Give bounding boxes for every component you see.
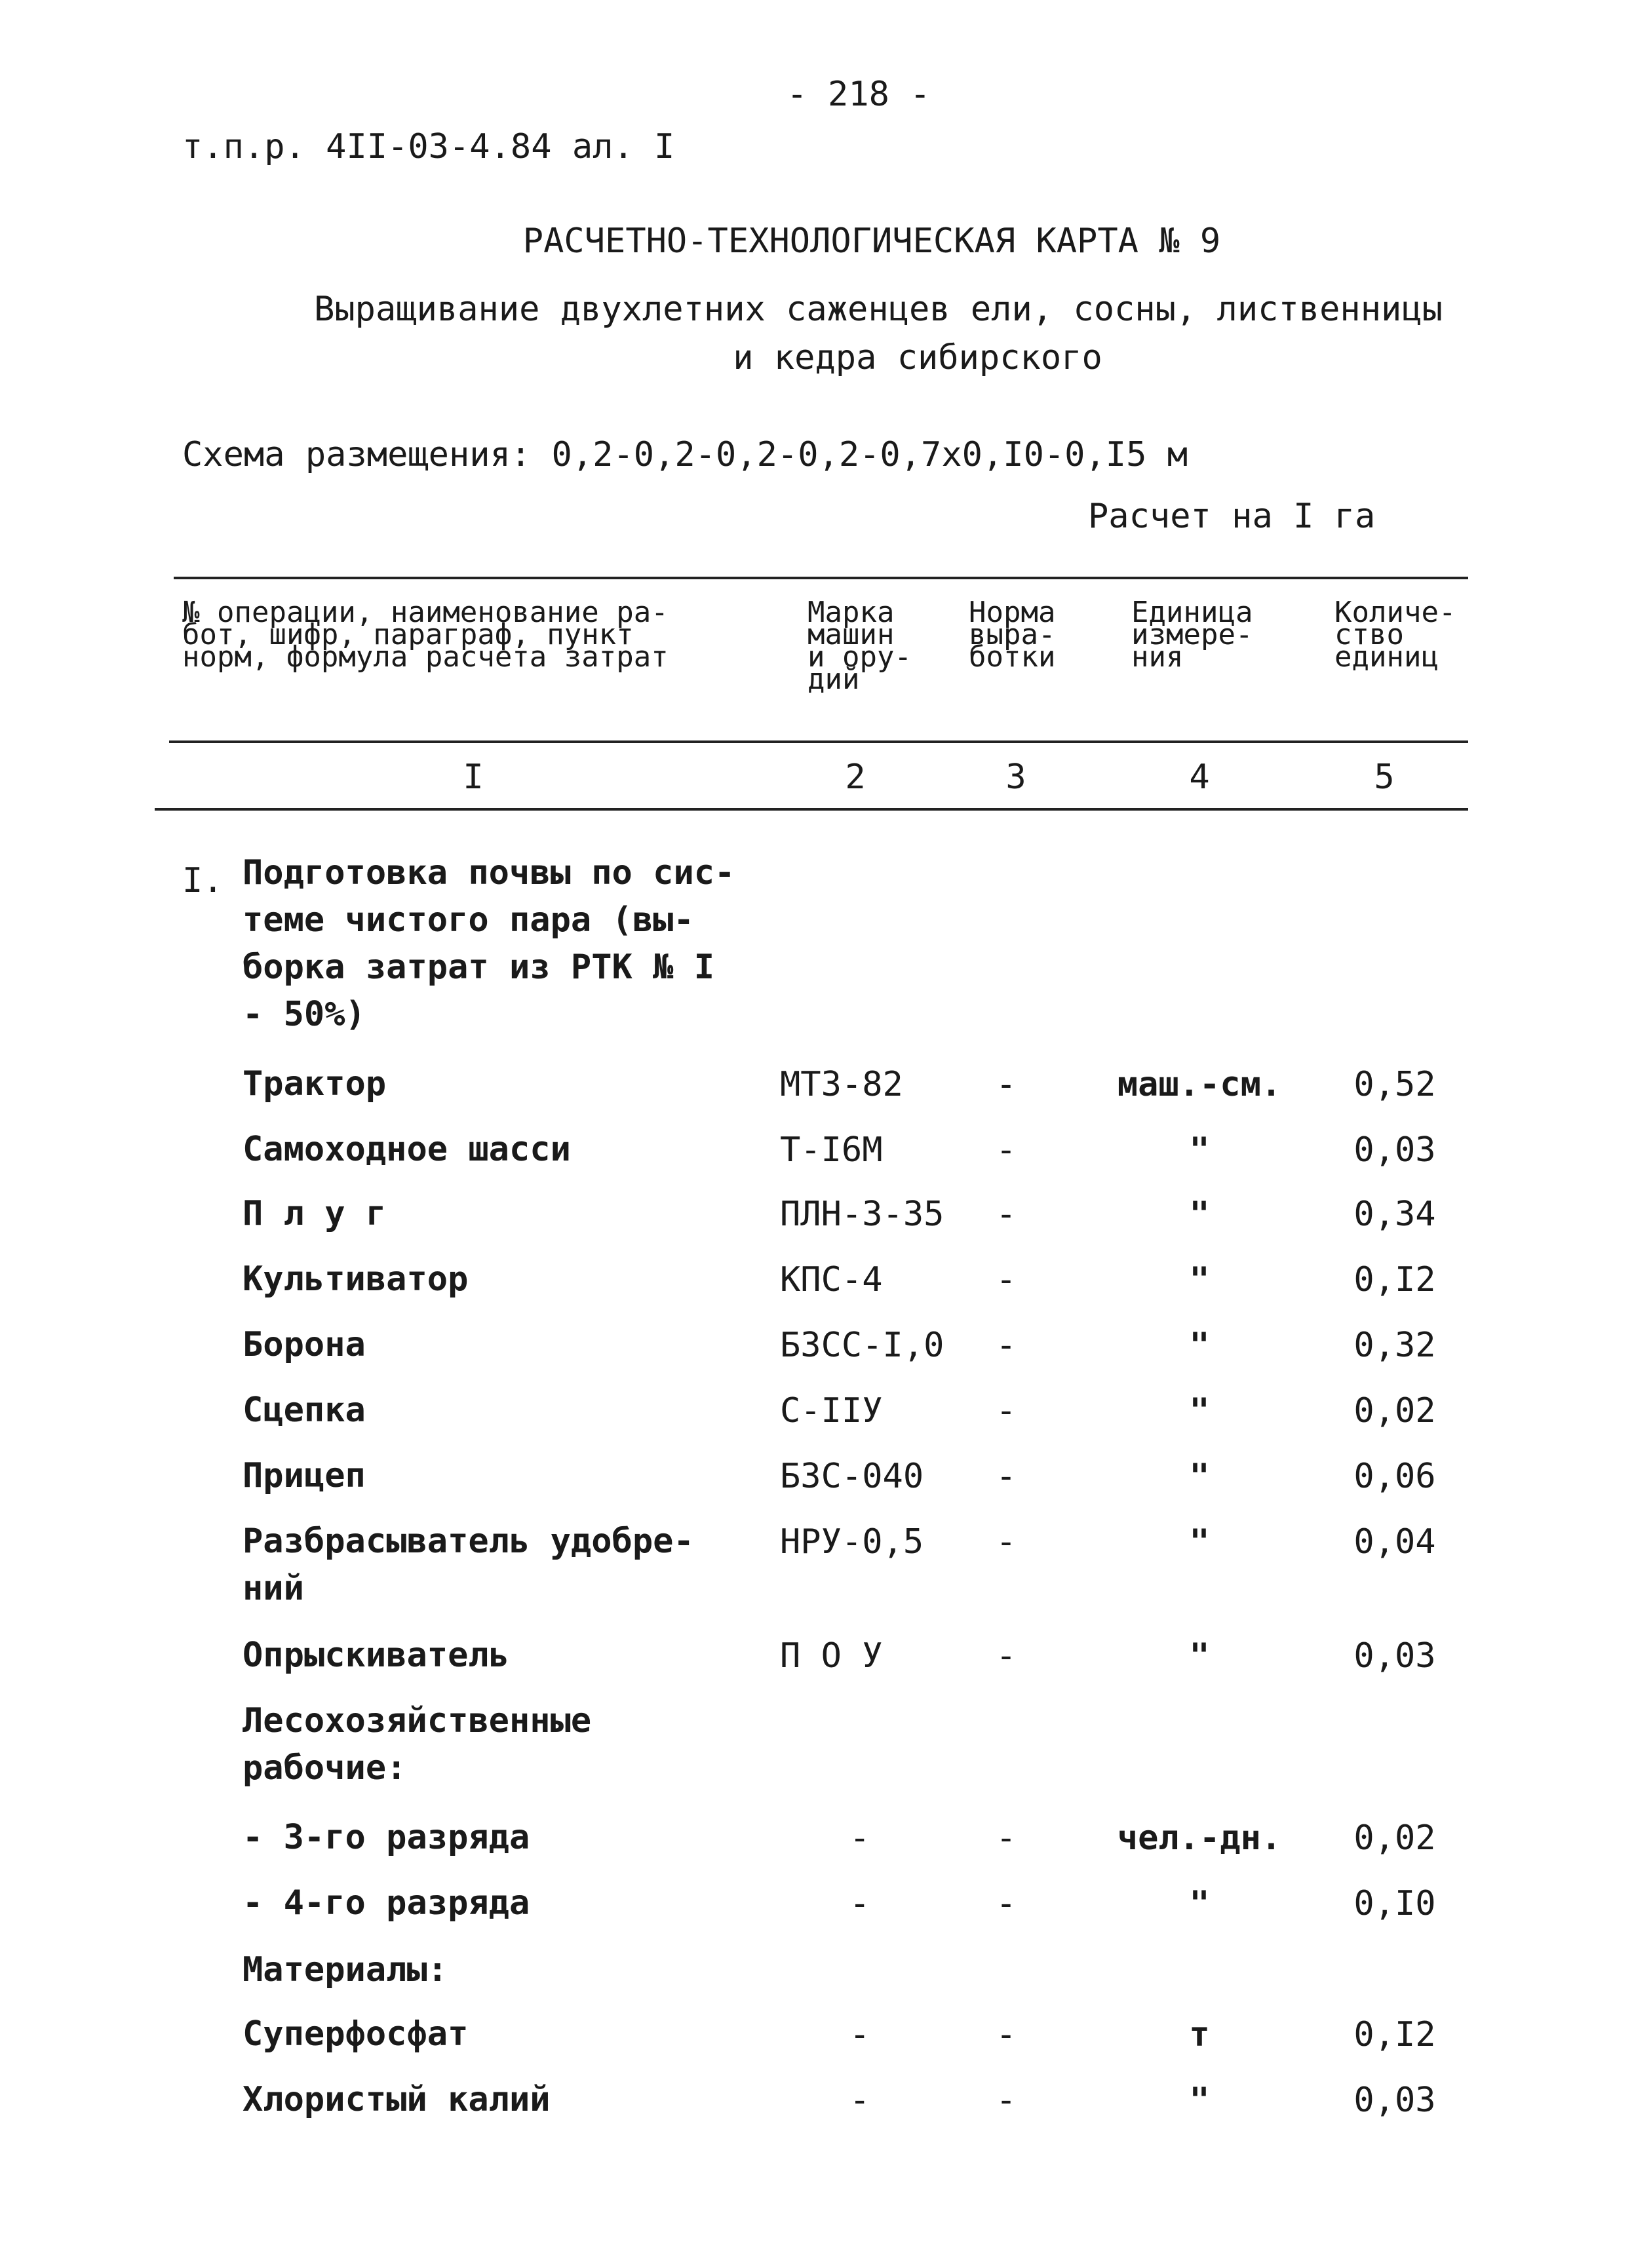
row-output-norm: - — [996, 1636, 1017, 1676]
row-item-name: Борона — [243, 1325, 366, 1364]
row-machine-mark: - — [849, 2015, 870, 2054]
row-machine-mark: - — [849, 1884, 870, 1923]
row-quantity: 0,34 — [1353, 1195, 1436, 1234]
calculation-basis: Расчет на I га — [1088, 497, 1376, 536]
row-unit: " — [1189, 1391, 1210, 1431]
row-quantity: 0,03 — [1353, 1130, 1436, 1170]
row-item-name: Суперфосфат — [243, 2014, 469, 2054]
page-title: РАСЧЕТНО-ТЕХНОЛОГИЧЕСКАЯ КАРТА № 9 — [522, 221, 1221, 261]
section-number: I. — [182, 861, 224, 900]
column-numbers-rule — [155, 808, 1468, 811]
row-item-name: Трактор — [243, 1064, 387, 1104]
section-title: Подготовка почвы по сис- теме чистого пара (вы- борка затрат из РТК № I - 50%) — [243, 853, 735, 1034]
row-output-norm: - — [996, 1457, 1017, 1496]
row-machine-mark: БЗСС-I,0 — [780, 1326, 944, 1365]
column-number-3: 3 — [1005, 758, 1026, 797]
row-unit: " — [1189, 1522, 1210, 1562]
row-item-name: Самоходное шасси — [243, 1130, 571, 1169]
row-unit: т — [1189, 2015, 1210, 2054]
column-number-4: 4 — [1189, 758, 1210, 797]
row-unit: " — [1189, 2081, 1210, 2120]
row-quantity: 0,04 — [1353, 1522, 1436, 1562]
row-unit: " — [1189, 1457, 1210, 1496]
row-quantity: 0,I0 — [1353, 1884, 1436, 1923]
row-quantity: 0,02 — [1353, 1818, 1436, 1858]
row-quantity: 0,02 — [1353, 1391, 1436, 1431]
row-machine-mark: С-IIУ — [780, 1391, 883, 1431]
column-header-output-norm: Норма выра- ботки — [969, 596, 1056, 674]
row-item-name: Сцепка — [243, 1391, 366, 1430]
row-unit: чел.-дн. — [1117, 1818, 1282, 1858]
subtitle-line-2: и кедра сибирского — [733, 338, 1102, 377]
row-machine-mark: КПС-4 — [780, 1260, 883, 1299]
document-reference: т.п.р. 4II-03-4.84 ал. I — [182, 127, 675, 166]
row-item-name: Разбрасыватель удобре- ний — [243, 1522, 694, 1608]
row-output-norm: - — [996, 1130, 1017, 1170]
row-output-norm: - — [996, 1818, 1017, 1858]
row-item-name: Материалы: — [243, 1950, 448, 1989]
row-item-name: Хлористый калий — [243, 2080, 551, 2119]
table-top-rule — [174, 577, 1468, 579]
row-unit: " — [1189, 1130, 1210, 1170]
row-machine-mark: МТЗ-82 — [780, 1065, 903, 1104]
row-output-norm: - — [996, 1065, 1017, 1104]
row-item-name: Культиватор — [243, 1259, 469, 1299]
row-unit: " — [1189, 1884, 1210, 1923]
row-output-norm: - — [996, 1884, 1017, 1923]
column-header-unit: Единица измере- ния — [1131, 596, 1253, 674]
row-quantity: 0,03 — [1353, 2081, 1436, 2120]
column-number-1: I — [463, 758, 484, 797]
row-output-norm: - — [996, 1195, 1017, 1234]
row-machine-mark: БЗС-040 — [780, 1457, 924, 1496]
row-quantity: 0,06 — [1353, 1457, 1436, 1496]
row-quantity: 0,03 — [1353, 1636, 1436, 1676]
row-unit: " — [1189, 1260, 1210, 1299]
column-header-quantity: Количе- ство единиц — [1334, 596, 1456, 674]
row-output-norm: - — [996, 2081, 1017, 2120]
subtitle-line-1: Выращивание двухлетних саженцев ели, сосны, лиственницы — [314, 290, 1443, 329]
column-number-2: 2 — [845, 758, 866, 797]
row-item-name: - 3-го разряда — [243, 1818, 530, 1857]
row-output-norm: - — [996, 2015, 1017, 2054]
column-header-machine-mark: Марка машин и ору- дий — [807, 596, 912, 696]
row-item-name: Прицеп — [243, 1456, 366, 1495]
row-unit: " — [1189, 1636, 1210, 1676]
row-machine-mark: НРУ-0,5 — [780, 1522, 924, 1562]
row-output-norm: - — [996, 1260, 1017, 1299]
row-output-norm: - — [996, 1326, 1017, 1365]
row-unit: " — [1189, 1195, 1210, 1234]
row-quantity: 0,I2 — [1353, 2015, 1436, 2054]
row-unit: маш.-см. — [1117, 1065, 1282, 1104]
row-item-name: П л у г — [243, 1194, 387, 1233]
row-machine-mark: ПЛН-3-35 — [780, 1195, 944, 1234]
row-quantity: 0,I2 — [1353, 1260, 1436, 1299]
row-unit: " — [1189, 1326, 1210, 1365]
row-item-name: Опрыскиватель — [243, 1636, 509, 1675]
row-machine-mark: - — [849, 1818, 870, 1858]
row-item-name: Лесохозяйственные рабочие: — [243, 1701, 592, 1788]
row-machine-mark: П О У — [780, 1636, 883, 1676]
row-output-norm: - — [996, 1391, 1017, 1431]
row-item-name: - 4-го разряда — [243, 1883, 530, 1923]
column-number-5: 5 — [1374, 758, 1395, 797]
row-output-norm: - — [996, 1522, 1017, 1562]
row-quantity: 0,32 — [1353, 1326, 1436, 1365]
row-quantity: 0,52 — [1353, 1065, 1436, 1104]
page-number: - 218 - — [787, 75, 931, 114]
placement-scheme: Схема размещения: 0,2-0,2-0,2-0,2-0,7х0,I0-0,I5 м — [182, 435, 1188, 474]
row-machine-mark: Т-I6М — [780, 1130, 883, 1170]
row-machine-mark: - — [849, 2081, 870, 2120]
header-separator-rule — [169, 740, 1468, 743]
column-header-operation: № операции, наименование ра- бот, шифр, параграф, пункт норм, формула расчета затрат — [182, 596, 669, 674]
